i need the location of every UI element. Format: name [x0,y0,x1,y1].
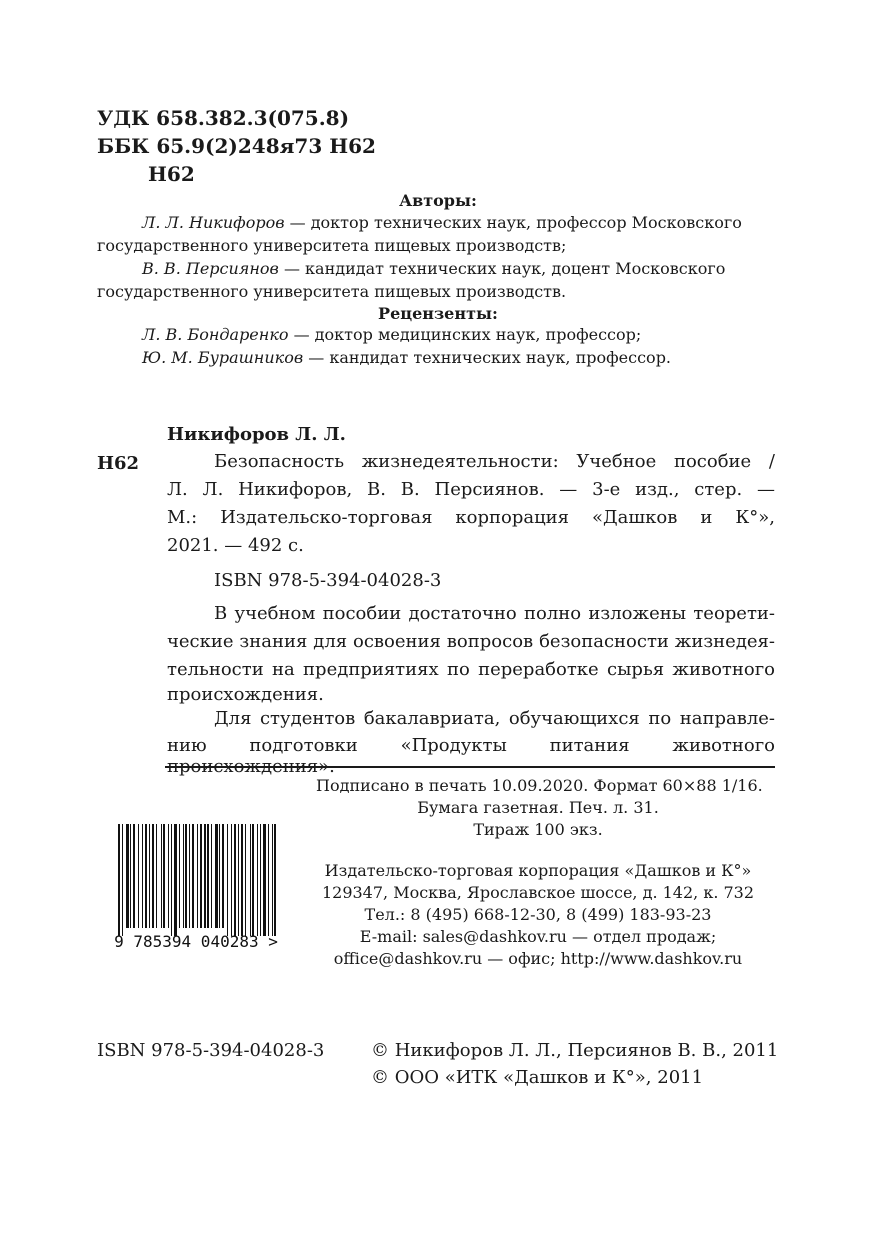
barcode-bar [189,824,190,928]
reviewer-2-desc: — кандидат технических наук, профессор. [303,348,672,367]
barcode-bar [161,824,162,928]
barcode-digits: 9 785394 040283 > [114,932,278,950]
barcode-bar [200,824,202,928]
barcode-bar [192,824,194,928]
barcode-bar [174,824,177,936]
barcode-bar [263,824,266,936]
barcode-bar [179,824,180,928]
barcode-bar [130,824,131,928]
author-1-cont: государственного университета пищевых производств; [97,236,567,255]
barcode-bar [163,824,165,928]
author-2-desc: — кандидат технических наук, доцент Московского [278,259,726,278]
barcode-bar [274,824,276,936]
barcode-bar [156,824,157,928]
author-2-cont: государственного университета пищевых производств. [97,282,567,301]
barcode-bar [215,824,218,928]
isbn-barcode [109,824,283,950]
annotation-line-5: Для студентов бакалавриата, обучающихся по направле- [214,708,775,729]
copyright-authors: © Никифоров Л. Л., Персиянов В. В., 2011 [371,1040,779,1061]
barcode-bar [260,824,261,936]
barcode-bar [272,824,273,936]
reviewer-2-name: Ю. М. Бурашников [142,348,304,367]
barcode-bar [142,824,143,928]
publisher-line-1: Издательско-торговая корпорация «Дашков и К°» [324,861,752,880]
barcode-bar [219,824,220,928]
annotation-line-6: нию подготовки «Продукты питания животного происхождения». [167,735,775,777]
cutter-code: Н62 [148,162,195,186]
author-1-name: Л. Л. Никифоров [142,213,285,232]
publisher-line-3: Тел.: 8 (495) 668-12-30, 8 (499) 183-93-23 [364,905,712,924]
barcode-bar [252,824,254,936]
barcode-bar [152,824,154,928]
footer-isbn: ISBN 978-5-394-04028-3 [97,1040,325,1061]
catalog-line-4: 2021. — 492 с. [167,535,304,556]
udk-code: УДК 658.382.3(075.8) [97,106,350,130]
barcode-bar [234,824,236,936]
reviewer-1-desc: — доктор медицинских наук, профессор; [288,325,642,344]
barcode-bar [185,824,187,928]
barcode-bar [133,824,135,928]
barcode-bar [145,824,147,928]
separator-rule [165,766,775,768]
author-1-desc: — доктор технических наук, профессор Московского [284,213,742,232]
reviewer-1-name: Л. В. Бондаренко [142,325,289,344]
reviewer-1 [142,325,641,344]
author-1 [142,213,742,232]
reviewers-heading: Рецензенты: [378,304,498,323]
annotation-line-2: ческие знания для освоения вопросов безопасности жизнедея- [167,631,775,652]
imprint-line-1: Подписано в печать 10.09.2020. Формат 60×88 1/16. [316,776,763,795]
barcode-bar [118,824,120,936]
barcode-bar [168,824,169,928]
barcode-bar [245,824,246,936]
author-2 [142,259,725,278]
annotation-line-3: тельности на предприятиях по переработке сырья животного [167,659,775,680]
barcode-bar [126,824,129,928]
barcode-bar [138,824,139,928]
annotation-line-4: происхождения. [167,684,324,705]
barcode-bar [211,824,212,928]
barcode-bar [222,824,224,928]
barcode-bar [197,824,198,928]
barcode-bar [149,824,150,928]
imprint-line-3: Тираж 100 экз. [473,820,603,839]
annotation-line-1: В учебном пособии достаточно полно изложены теорети- [214,603,775,624]
catalog-line-2: Л. Л. Никифоров, В. В. Персиянов. — 3-е изд., стер. — [167,479,775,500]
authors-heading: Авторы: [399,191,477,210]
catalog-main-author: Никифоров Л. Л. [167,424,346,445]
barcode-bar [207,824,209,928]
barcode-bar [122,824,123,936]
barcode-bar [204,824,206,928]
publisher-line-4: E-mail: sales@dashkov.ru — отдел продаж; [359,927,717,946]
barcode-bar [231,824,232,936]
bbk-code: ББК 65.9(2)248я73 Н62 [97,134,376,158]
barcode-bar [238,824,239,936]
barcode-bar [241,824,243,936]
publisher-line-2: 129347, Москва, Ярославское шоссе, д. 142, к. 732 [321,883,755,902]
catalog-isbn: ISBN 978-5-394-04028-3 [214,570,442,591]
copyright-publisher: © ООО «ИТК «Дашков и К°», 2011 [371,1067,704,1088]
barcode-bar [268,824,269,936]
catalog-cutter: Н62 [97,453,140,474]
barcode-bar [171,824,172,936]
barcode-bar [257,824,258,936]
barcode-bar [250,824,251,936]
author-2-name: В. В. Персиянов [142,259,279,278]
publisher-line-5: office@dashkov.ru — офис; http://www.dashkov.ru [333,949,743,968]
barcode-bar [183,824,184,928]
reviewer-2 [142,348,671,367]
imprint-line-2: Бумага газетная. Печ. л. 31. [417,798,659,817]
barcode-bar [227,824,228,936]
catalog-line-3: М.: Издательско-торговая корпорация «Дашков и К°», [167,507,775,528]
catalog-line-1: Безопасность жизнедеятельности: Учебное пособие / [214,451,775,472]
